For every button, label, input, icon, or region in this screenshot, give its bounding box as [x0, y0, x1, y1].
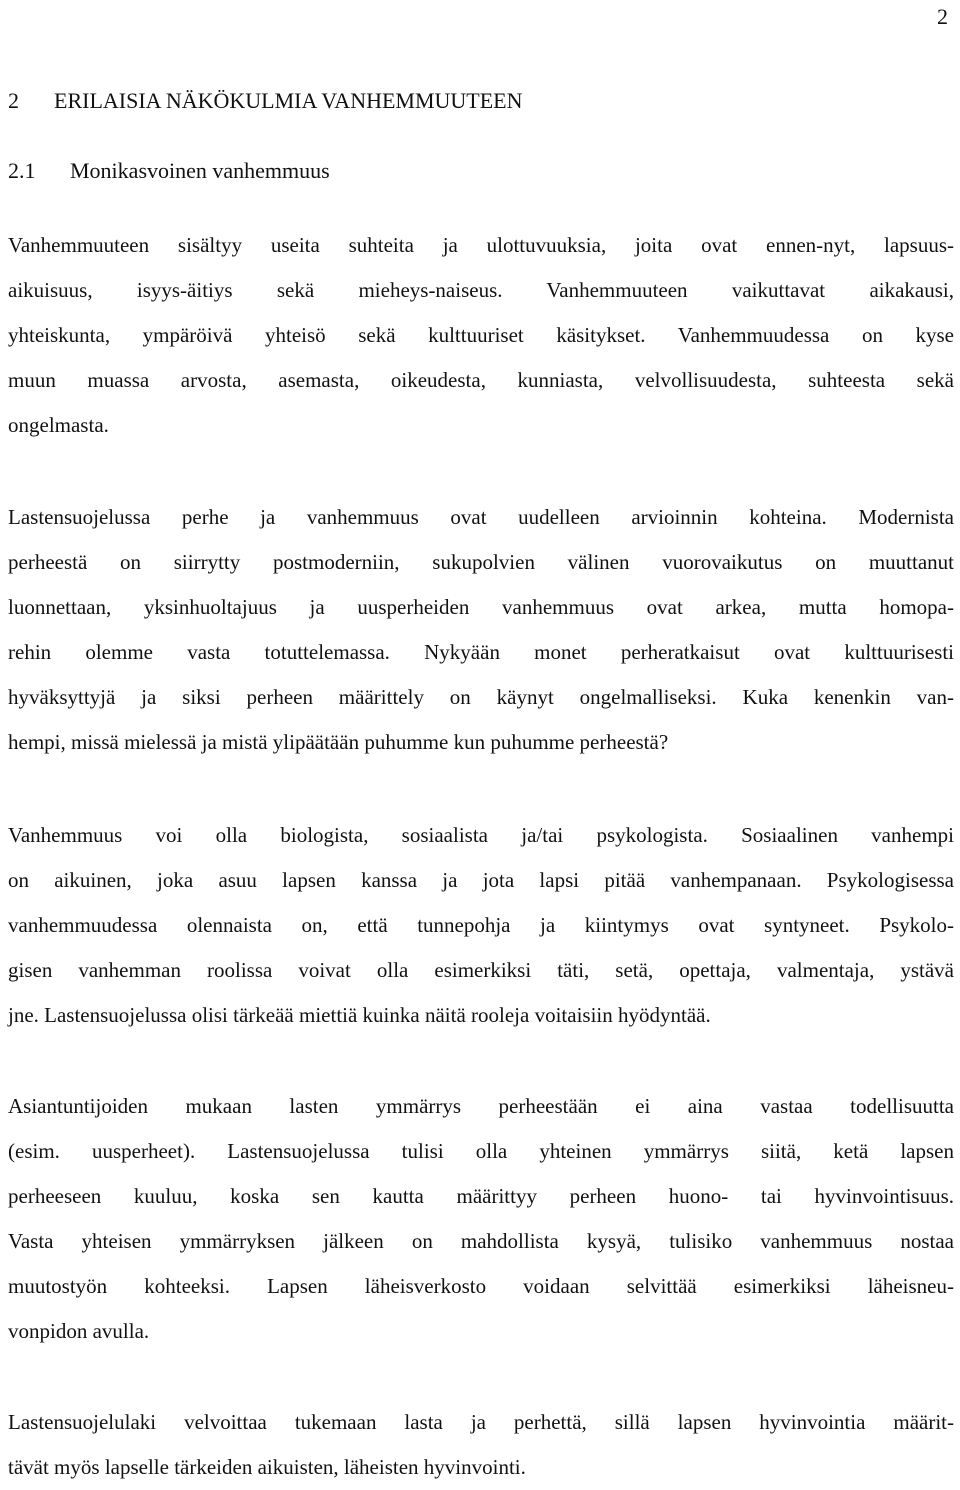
- paragraph-line: muutostyön kohteeksi. Lapsen läheisverkosto voidaan selvittää esimerkiksi läheisneu-: [8, 1274, 954, 1298]
- paragraph-line: Lastensuojelulaki velvoittaa tukemaan lasta ja perhettä, sillä lapsen hyvinvointia määrit-: [8, 1410, 954, 1434]
- paragraph-line: ongelmasta.: [8, 413, 109, 437]
- paragraph-line: hempi, missä mielessä ja mistä ylipäätään puhumme kun puhumme perheestä?: [8, 730, 669, 754]
- paragraph-line: rehin olemme vasta totuttelemassa. Nykyään monet perheratkaisut ovat kulttuurisesti: [8, 640, 954, 664]
- paragraph-line: perheeseen kuuluu, koska sen kautta määrittyy perheen huono- tai hyvinvointisuus.: [8, 1184, 954, 1208]
- paragraph-line: tävät myös lapselle tärkeiden aikuisten, läheisten hyvinvointi.: [8, 1455, 526, 1479]
- paragraph-family-reassessment: [8, 495, 954, 765]
- paragraph-line: on aikuinen, joka asuu lapsen kanssa ja jota lapsi pitää vanhempanaan. Psykologisessa: [8, 868, 954, 892]
- paragraph-line: Vanhemmuus voi olla biologista, sosiaalista ja/tai psykologista. Sosiaalinen vanhempi: [8, 823, 954, 847]
- page-number: 2: [937, 4, 948, 29]
- paragraph-line: gisen vanhemman roolissa voivat olla esimerkiksi täti, setä, opettaja, valmentaja, ystävä: [8, 958, 954, 982]
- chapter-heading: [8, 86, 523, 116]
- section-heading: [8, 156, 330, 186]
- paragraph-line: (esim. uusperheet). Lastensuojelussa tulisi olla yhteinen ymmärrys siitä, ketä lapsen: [8, 1139, 954, 1163]
- paragraph-line: hyväksyttyjä ja siksi perheen määrittely on käynyt ongelmalliseksi. Kuka kenenkin van-: [8, 685, 954, 709]
- paragraph-line: perheestä on siirrytty postmoderniin, sukupolvien välinen vuorovaikutus on muuttanut: [8, 550, 954, 574]
- paragraph-line: Asiantuntijoiden mukaan lasten ymmärrys perheestään ei aina vastaa todellisuutta: [8, 1094, 954, 1118]
- paragraph-line: vonpidon avulla.: [8, 1319, 150, 1343]
- paragraph-line: vanhemmuudessa olennaista on, että tunnepohja ja kiintymys ovat syntyneet. Psykolo-: [8, 913, 954, 937]
- paragraph-parenthood-types: [8, 813, 954, 1038]
- paragraph-line: aikuisuus, isyys-äitiys sekä mieheys-naiseus. Vanhemmuuteen vaikuttavat aikakausi,: [8, 278, 954, 302]
- paragraph-line: Lastensuojelussa perhe ja vanhemmuus ovat uudelleen arvioinnin kohteina. Modernista: [8, 505, 954, 529]
- paragraph-line: Vanhemmuuteen sisältyy useita suhteita ja ulottuvuuksia, joita ovat ennen-nyt, lapsuus-: [8, 233, 954, 257]
- paragraph-line: muun muassa arvosta, asemasta, oikeudesta, kunniasta, velvollisuudesta, suhteesta sekä: [8, 368, 954, 392]
- chapter-title: ERILAISIA NÄKÖKULMIA VANHEMMUUTEEN: [54, 88, 523, 113]
- paragraph-line: luonnettaan, yksinhuoltajuus ja uusperheiden vanhemmuus ovat arkea, mutta homopa-: [8, 595, 954, 619]
- paragraph-child-welfare-act: [8, 1400, 954, 1490]
- paragraph-line: yhteiskunta, ympäröivä yhteisö sekä kulttuuriset käsitykset. Vanhemmuudessa on kyse: [8, 323, 954, 347]
- section-number: 2.1: [8, 158, 36, 183]
- chapter-number: 2: [8, 88, 19, 113]
- paragraph-parenthood-dimensions: [8, 223, 954, 448]
- section-title: Monikasvoinen vanhemmuus: [70, 158, 330, 183]
- paragraph-line: jne. Lastensuojelussa olisi tärkeää miettiä kuinka näitä rooleja voitaisiin hyödyntää.: [8, 1003, 711, 1027]
- paragraph-shared-understanding: [8, 1084, 954, 1354]
- paragraph-line: Vasta yhteisen ymmärryksen jälkeen on mahdollista kysyä, tulisiko vanhemmuus nostaa: [8, 1229, 954, 1253]
